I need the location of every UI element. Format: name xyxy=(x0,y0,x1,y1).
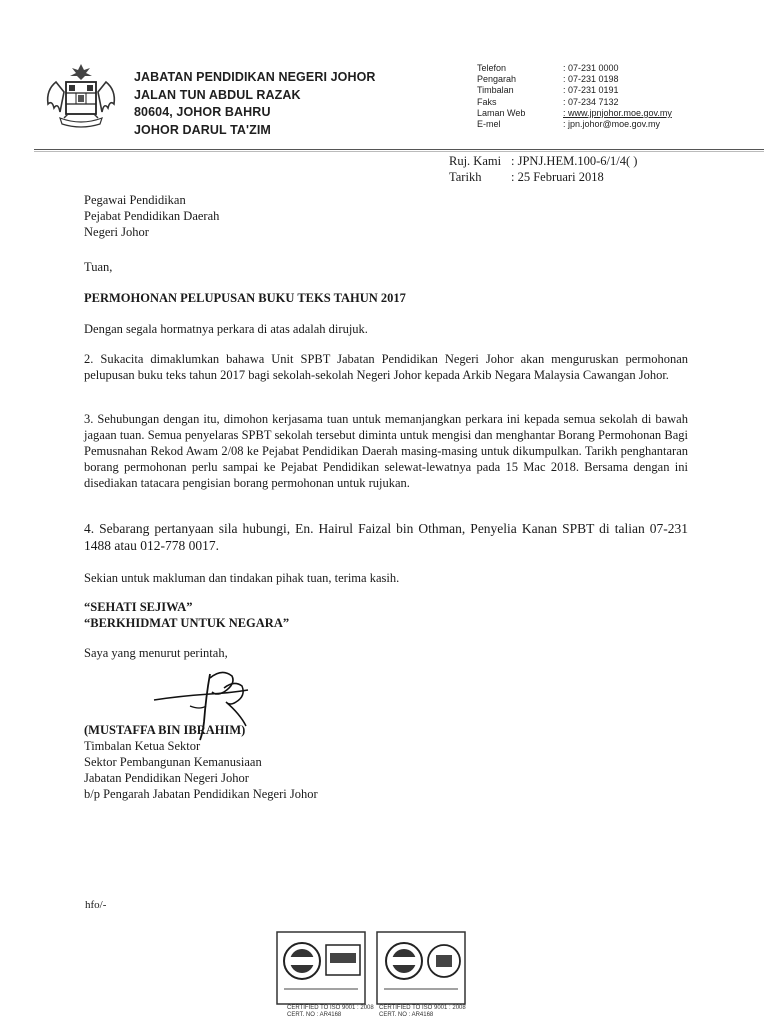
contact-value: : 07-234 7132 xyxy=(563,96,619,107)
header-divider xyxy=(34,149,764,150)
contact-value: : 07-231 0191 xyxy=(563,85,619,96)
email-link[interactable]: : jpn.johor@moe.gov.my xyxy=(563,119,661,130)
agency-postcode: 80604, JOHOR BAHRU xyxy=(134,105,271,119)
motto xyxy=(84,599,289,631)
malaysian-coat-of-arms-icon xyxy=(38,62,124,132)
recipient-address xyxy=(84,192,219,240)
reference-block xyxy=(449,153,637,185)
signer-name: (MUSTAFFA BIN IBRAHIM) xyxy=(84,723,246,737)
closing-line: Sekian untuk makluman dan tindakan pihak tuan, terima kasih. xyxy=(84,571,400,585)
quality-system-certification-icon xyxy=(376,931,466,1011)
certification-number: CERT. NO : AR4168 xyxy=(287,1012,342,1018)
contact-value: : 07-231 0000 xyxy=(563,63,619,73)
paragraph-1: Dengan segala hormatnya perkara di atas adalah dirujuk. xyxy=(84,322,368,336)
contact-label: Laman Web xyxy=(477,107,526,118)
recipient-line: Negeri Johor xyxy=(84,225,149,239)
contact-row-telefon xyxy=(477,63,672,74)
agency-address xyxy=(134,69,376,139)
website-link[interactable]: : www.jpnjohor.moe.gov.my xyxy=(563,107,672,118)
signer-on-behalf: b/p Pengarah Jabatan Pendidikan Negeri Johor xyxy=(84,787,318,801)
contact-label: Faks xyxy=(477,96,497,107)
date-row xyxy=(449,169,637,185)
signer-title: Timbalan Ketua Sektor xyxy=(84,739,201,753)
certification-caption xyxy=(379,1005,466,1019)
tarikh-label: Tarikh xyxy=(449,170,482,184)
paragraph-4: 4. Sebarang pertanyaan sila hubungi, En. Hairul Faizal bin Othman, Penyelia Kanan SPBT di talian 07-231 1488 atau 012-778 0017. xyxy=(84,521,688,553)
motto-line: “SEHATI SEJIWA” xyxy=(84,600,193,614)
contact-value: : 07-231 0198 xyxy=(563,74,619,85)
contact-row-emel xyxy=(477,119,672,130)
paragraph-3: 3. Sehubungan dengan itu, dimohon kerjasama tuan untuk memanjangkan perkara ini kepada semua sekolah di bawah jagaan tuan. Semua penyelaras SPBT sekolah tersebut diminta untuk mengisi dan menghantar Borang Permohonan Bagi Pemusnahan Rekod Awam 2/08 ke Pejabat Pendidikan Daerah masing-masing untuk dikumpulkan. Tarikh penghantaran borang permohonan perlu sampai ke Pejabat Pendidikan selewat-lewatnya pada 15 Mac 2018. Bersama dengan ini disediakan tatacara pengisian borang permohonan untuk rujukan. xyxy=(84,412,688,490)
contact-label: Pengarah xyxy=(477,74,517,85)
reference-number-row xyxy=(449,153,637,169)
agency-state: JOHOR DARUL TA'ZIM xyxy=(134,122,271,137)
ruj-value: : JPNJ.HEM.100-6/1/4( ) xyxy=(511,154,638,168)
certification-standard: CERTIFIED TO ISO 9001 : 2008 xyxy=(379,1005,466,1011)
ruj-label: Ruj. Kami xyxy=(449,154,502,168)
typist-initials: hfo/- xyxy=(85,899,107,911)
certification-caption xyxy=(287,1005,374,1019)
contact-row-faks xyxy=(477,97,672,108)
contact-label: E-mel xyxy=(477,119,501,130)
paragraph-2: 2. Sukacita dimaklumkan bahawa Unit SPBT Jabatan Pendidikan Negeri Johor akan menguruskan permohonan pelupusan buku teks tahun 2017 bagi sekolah-sekolah Negeri Johor kepada Arkib Negara Malaysia Cawangan Johor. xyxy=(84,352,688,382)
contact-label: Telefon xyxy=(477,63,507,73)
header-divider-secondary xyxy=(34,151,764,152)
contact-row-pengarah xyxy=(477,74,672,85)
certification-number: CERT. NO : AR4168 xyxy=(379,1012,434,1018)
sign-off: Saya yang menurut perintah, xyxy=(84,646,228,660)
contact-details xyxy=(477,63,672,130)
letter-subject: PERMOHONAN PELUPUSAN BUKU TEKS TAHUN 2017 xyxy=(84,291,406,305)
contact-row-timbalan xyxy=(477,85,672,96)
agency-name: JABATAN PENDIDIKAN NEGERI JOHOR xyxy=(134,70,376,84)
salutation: Tuan, xyxy=(84,260,113,274)
tarikh-value: : 25 Februari 2018 xyxy=(511,170,604,184)
certification-standard: CERTIFIED TO ISO 9001 : 2008 xyxy=(287,1005,374,1011)
recipient-line: Pejabat Pendidikan Daerah xyxy=(84,209,220,223)
signer-department: Jabatan Pendidikan Negeri Johor xyxy=(84,771,249,785)
agency-street: JALAN TUN ABDUL RAZAK xyxy=(134,87,301,102)
signer-sector: Sektor Pembangunan Kemanusiaan xyxy=(84,755,262,769)
recipient-line: Pegawai Pendidikan xyxy=(84,193,186,207)
contact-row-laman-web xyxy=(477,108,672,119)
signer-block xyxy=(84,722,318,802)
quality-system-certification-icon xyxy=(276,931,366,1011)
contact-label: Timbalan xyxy=(477,85,514,96)
motto-line: “BERKHIDMAT UNTUK NEGARA” xyxy=(84,616,290,630)
